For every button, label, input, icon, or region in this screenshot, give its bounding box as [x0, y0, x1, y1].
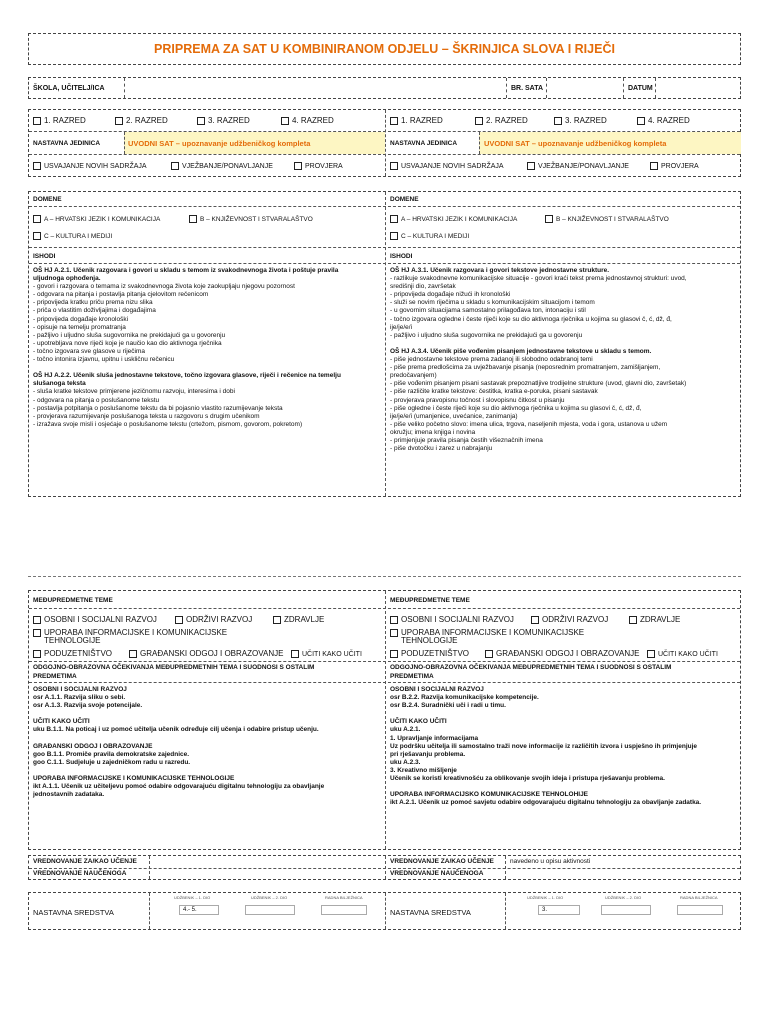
- date-field[interactable]: [656, 78, 740, 98]
- expect-left-line: uku B.1.1. Na poticaj i uz pomoć učitelja učenik određuje cilj učenja i odabire pristup učenju.: [33, 726, 319, 734]
- expect-left-line: osr A.1.1. Razvija sliku o sebi.: [33, 694, 126, 702]
- outcomes-right-line: - piše veliko početno slovo: imena ulica, trgova, naseljenih mjesta, voda i gora, ustanova u užem: [390, 420, 668, 428]
- checkbox-icon: [390, 616, 398, 624]
- expect-right-line: 1. Upravljanje informacijama: [390, 734, 479, 742]
- grade-4-left[interactable]: 4. RAZRED: [281, 116, 334, 125]
- resources-label-right: NASTAVNA SREDSTVA: [390, 908, 471, 917]
- checkbox-icon: [390, 215, 398, 223]
- expectations-left: [33, 686, 381, 799]
- outcomes-left-line: - postavlja potpitanja o poslušanome tekstu da bi pojasnio vlastito razumijevanje teksta: [33, 404, 283, 412]
- outcomes-left-line: - pripovijeda kratku priču prema nizu slika: [33, 299, 153, 307]
- title-box: [28, 33, 741, 65]
- res-col-2-right: UDŽBENIK – 2. DIO: [605, 895, 642, 900]
- outcomes-right-line: - piše ogledne i česte riječi koje su dio aktivnoga rječnika u kojima su glasovi č, ć, dž, đ,: [390, 404, 642, 412]
- expect-left-line: OSOBNI I SOCIJALNI RAZVOJ: [33, 686, 127, 693]
- checkbox-icon: [637, 117, 645, 125]
- checkbox-icon: [390, 162, 398, 170]
- checkbox-icon: [390, 117, 398, 125]
- outcomes-left-line: slušanoga teksta: [33, 380, 86, 388]
- res-col-3-right: RADNA BILJEŽNICA: [680, 895, 718, 900]
- outcomes-right-line: - piše prema predlošcima za uvježbavanje pisanja (neposrednim promatranjem, zamišljanjem,: [390, 364, 661, 372]
- checkbox-icon: [33, 650, 41, 658]
- eval-of-label-left: VREDNOVANJE NAUČENOGA: [33, 870, 127, 877]
- page-separator: [28, 576, 741, 577]
- expect-left-line: goo C.1.1. Sudjeluje u zajedničkom radu u razredu.: [33, 758, 191, 766]
- domain-a-right[interactable]: A – HRVATSKI JEZIK I KOMUNIKACIJA: [390, 215, 517, 223]
- outcomes-right-line: - u govornim situacijama samostalno prilagođava ton, intonaciju i stil: [390, 307, 586, 315]
- checkbox-icon: [273, 616, 281, 624]
- checkbox-icon: [390, 629, 398, 637]
- checkbox-icon: [281, 117, 289, 125]
- resources-box: [28, 892, 741, 930]
- outcomes-left-line: - točno intonira izjavnu, upitnu i uskličnu rečenicu: [33, 356, 175, 364]
- checkbox-icon: [291, 650, 299, 658]
- checkbox-icon: [531, 616, 539, 624]
- outcomes-left-line: [33, 364, 381, 372]
- outcomes-right-line: okružju; imena knjiga i novina: [390, 428, 476, 436]
- domain-b-right[interactable]: B – KNJIŽEVNOST I STVARALAŠTVO: [545, 215, 669, 223]
- outcomes-left-line: - provjerava razumijevanje poslušanoga teksta u razgovoru s drugim učenikom: [33, 412, 260, 420]
- outcomes-right-line: - služi se novim riječima u skladu s komunikacijskim situacijom i temom: [390, 299, 595, 307]
- outcomes-left-line: - odgovara na pitanja i postavlja pitanja cjelovitom rečenicom: [33, 291, 209, 299]
- expect-right-line: pri rješavanju problema.: [390, 750, 466, 758]
- outcomes-list-right: [390, 267, 738, 453]
- domain-a-left[interactable]: A – HRVATSKI JEZIK I KOMUNIKACIJA: [33, 215, 160, 223]
- grade-3-right[interactable]: 3. RAZRED: [554, 116, 607, 125]
- outcomes-right-line: - pripovijeda događaje nižući ih kronološki: [390, 291, 511, 299]
- page-title: PRIPREMA ZA SAT U KOMBINIRANOM ODJELU – ŠKRINJICA SLOVA I RIJEČI: [154, 42, 615, 56]
- checkbox-icon: [33, 215, 41, 223]
- expect-left-line: [33, 767, 381, 775]
- topic-ict-left-line2: TEHNOLOGIJE: [44, 636, 101, 645]
- outcomes-right-line: OŠ HJ A.3.4. Učenik piše vođenim pisanjem jednostavne tekstove u skladu s temom.: [390, 347, 652, 355]
- topic-health-right[interactable]: ZDRAVLJE: [629, 615, 680, 624]
- grade-2-left[interactable]: 2. RAZRED: [115, 116, 168, 125]
- expect-label-right-1: ODGOJNO-OBRAZOVNA OČEKIVANJA MEĐUPREDMETNIH TEMA I SUODNOSI S OSTALIM: [390, 664, 672, 671]
- expectations-right: [390, 686, 738, 807]
- expect-right-line: OSOBNI I SOCIJALNI RAZVOJ: [390, 686, 484, 693]
- domain-c-left[interactable]: C – KULTURA I MEDIJI: [33, 232, 112, 240]
- res-col-3-left: RADNA BILJEŽNICA: [325, 895, 363, 900]
- checkbox-icon: [33, 629, 41, 637]
- outcomes-left-line: OŠ HJ A.2.1. Učenik razgovara i govori u skladu s temom iz svakodnevnoga života i poštuje pravila: [33, 267, 339, 274]
- checkbox-icon: [115, 117, 123, 125]
- outcomes-left-line: - pripovijeda događaje kronološki: [33, 315, 129, 323]
- checkbox-icon: [629, 616, 637, 624]
- checkbox-icon: [33, 117, 41, 125]
- topic-learning-left[interactable]: UČITI KAKO UČITI: [291, 650, 362, 658]
- outcomes-right-line: ije/je/e/i: [390, 323, 413, 331]
- expect-left-line: jednostavnih zadataka.: [33, 791, 105, 799]
- outcomes-left-line: - priča o vlastitim doživljajima i događajima: [33, 307, 156, 315]
- expect-right-line: UČITI KAKO UČITI: [390, 718, 447, 726]
- eval-of-field-right[interactable]: [506, 869, 740, 880]
- expect-left-line: [33, 735, 381, 743]
- grade-3-left[interactable]: 3. RAZRED: [197, 116, 250, 125]
- date-label: DATUM: [628, 85, 653, 92]
- eval-for-value-right[interactable]: navedeno u opisu aktivnosti: [510, 858, 591, 865]
- grade-1-left[interactable]: 1. RAZRED: [33, 116, 86, 125]
- checkbox-icon: [33, 232, 41, 240]
- outcomes-left-line: - upotrebljava nove riječi koje je naučio kao dio aktivnoga rječnika: [33, 339, 222, 347]
- school-field[interactable]: [125, 78, 505, 98]
- outcomes-right-line: središnji dio, završetak: [390, 283, 456, 291]
- expect-right-line: 3. Kreativno mišljenje: [390, 766, 457, 774]
- expect-left-line: UČITI KAKO UČITI: [33, 718, 90, 726]
- unit-label-right: NASTAVNA JEDINICA: [390, 140, 458, 147]
- outcomes-left-line: - opisuje na temelju promatranja: [33, 323, 126, 331]
- checkbox-icon: [33, 616, 41, 624]
- expect-label-right-2: PREDMETIMA: [390, 673, 434, 680]
- lesson-type-practice-right[interactable]: VJEŽBANJE/PONAVLJANJE: [527, 162, 629, 170]
- outcomes-right-line: - piše vođenim pisanjem pisani sastavak prepoznatljive trodijelne strukture (uvod, glavni dio, završetak): [390, 380, 687, 388]
- expect-right-line: Učenik se koristi kreativnošću za oblikovanje svojih ideja i pristupa rješavanju problema.: [390, 775, 665, 783]
- cross-label-left: MEĐUPREDMETNE TEME: [33, 597, 113, 604]
- cross-box: [28, 590, 741, 850]
- outcomes-right-line: - primjenjuje pravila pisanja čestih višeznačnih imena: [390, 436, 543, 444]
- expect-label-left-1: ODGOJNO-OBRAZOVNA OČEKIVANJA MEĐUPREDMETNIH TEMA I SUODNOSI S OSTALIM: [33, 664, 315, 671]
- outcomes-left-line: - izražava svoje misli i osjećaje o poslušanome tekstu (crtežom, pismom, govorom, pokretom): [33, 420, 303, 428]
- outcomes-right-line: - pažljivo i uljudno sluša sugovornika ne prekidajući ga u govorenju: [390, 331, 583, 339]
- lesson-type-check-left[interactable]: PROVJERA: [294, 162, 343, 170]
- outcomes-right-line: - piše dvotočku i zarez u nabrajanju: [390, 445, 493, 453]
- domain-c-right[interactable]: C – KULTURA I MEDIJI: [390, 232, 469, 240]
- res-col-2-left: UDŽBENIK – 2. DIO: [251, 895, 288, 900]
- res-col-1-right: UDŽBENIK – 1. DIO: [527, 895, 564, 900]
- unit-box: [28, 109, 741, 177]
- topic-personal-left[interactable]: OSOBNI I SOCIJALNI RAZVOJ: [33, 615, 157, 624]
- topic-personal-right[interactable]: OSOBNI I SOCIJALNI RAZVOJ: [390, 615, 514, 624]
- topic-entrepreneurship-right[interactable]: PODUZETNIŠTVO: [390, 649, 469, 658]
- checkbox-icon: [390, 232, 398, 240]
- outcomes-right-line: - provjerava pravopisnu točnost i slovopisnu čitkost u pisanju: [390, 396, 565, 404]
- checkbox-icon: [650, 162, 658, 170]
- expect-left-line: osr A.1.3. Razvija svoje potencijale.: [33, 702, 143, 710]
- checkbox-icon: [129, 650, 137, 658]
- outcomes-right-line: OŠ HJ A.3.1. Učenik razgovara i govori tekstove jednostavne strukture.: [390, 267, 610, 274]
- lesson-type-check-right[interactable]: PROVJERA: [650, 162, 699, 170]
- topic-health-left[interactable]: ZDRAVLJE: [273, 615, 324, 624]
- expect-left-line: UPORABA INFORMACIJSKE I KOMUNIKACIJSKE TEHNOLOGIJE: [33, 775, 235, 783]
- topic-ict-right-line2: TEHNOLOGIJE: [401, 636, 458, 645]
- outcomes-left-line: - točno izgovara sve glasove u riječima: [33, 347, 145, 355]
- outcomes-right-line: predočavanjem): [390, 372, 437, 380]
- unit-value-left: UVODNI SAT – upoznavanje udžbeničkog kompleta: [128, 139, 311, 148]
- eval-for-label-left: VREDNOVANJE ZA/KAO UČENJE: [33, 858, 137, 865]
- checkbox-icon: [485, 650, 493, 658]
- cross-label-right: MEĐUPREDMETNE TEME: [390, 597, 470, 604]
- outcomes-label-right: ISHODI: [390, 253, 413, 260]
- topic-ict-right[interactable]: UPORABA INFORMACIJSKE I KOMUNIKACIJSKE: [390, 628, 584, 637]
- checkbox-icon: [294, 162, 302, 170]
- outcomes-right-line: ije/je/e/i (umanjenice, uvećanice, zanimanja): [390, 412, 518, 420]
- res-input-3-left[interactable]: [321, 905, 367, 915]
- expect-right-line: Uz podršku učitelja ili samostalno traži nove informacije iz različitih izvora i uspješno ih primjenjuje: [390, 742, 698, 750]
- eval-for-field-left[interactable]: [150, 856, 384, 868]
- res-input-3-right[interactable]: [677, 905, 723, 915]
- grade-4-right[interactable]: 4. RAZRED: [637, 116, 690, 125]
- unit-label-left: NASTAVNA JEDINICA: [33, 140, 101, 147]
- class-no-label: BR. SATA: [511, 85, 544, 92]
- topic-sustainable-right[interactable]: ODRŽIVI RAZVOJ: [531, 615, 608, 624]
- checkbox-icon: [33, 162, 41, 170]
- checkbox-icon: [545, 215, 553, 223]
- expect-right-line: [390, 783, 738, 791]
- outcomes-left-line: uljudnoga ophođenja.: [33, 275, 101, 283]
- grade-1-right[interactable]: 1. RAZRED: [390, 116, 443, 125]
- domains-label-left: DOMENE: [33, 196, 62, 203]
- outcomes-left-line: - govori i razgovara o temama iz svakodnevnoga života koje zaokupljaju njegovu pozornost: [33, 283, 295, 291]
- domains-label-right: DOMENE: [390, 196, 419, 203]
- outcomes-right-line: - piše različite kratke tekstove: čestitka, kratka e-poruka, pisani sastavak: [390, 388, 598, 396]
- outcomes-right-line: - piše jednostavne tekstove prema zadanoj ili slobodno odabranoj temi: [390, 356, 593, 364]
- school-label: ŠKOLA, UČITELJ/ICA: [33, 85, 105, 92]
- expect-label-left-2: PREDMETIMA: [33, 673, 77, 680]
- eval-for-label-right: VREDNOVANJE ZA/KAO UČENJE: [390, 858, 494, 865]
- topic-ict-left[interactable]: UPORABA INFORMACIJSKE I KOMUNIKACIJSKE: [33, 628, 227, 637]
- topic-civic-left[interactable]: GRAĐANSKI ODGOJ I OBRAZOVANJE: [129, 649, 283, 658]
- checkbox-icon: [175, 616, 183, 624]
- outcomes-left-line: - sluša kratke tekstove primjerene jezičnomu razvoju, interesima i dobi: [33, 388, 235, 396]
- expect-right-line: uku A.2.1.: [390, 726, 421, 734]
- outcomes-left-line: OŠ HJ A.2.2. Učenik sluša jednostavne tekstove, točno izgovara glasove, riječi i rečenice na temelju: [33, 372, 341, 380]
- eval-of-field-left[interactable]: [150, 869, 384, 880]
- outcomes-label-left: ISHODI: [33, 253, 56, 260]
- class-no-field[interactable]: [547, 78, 622, 98]
- res-input-2-left[interactable]: [245, 905, 295, 915]
- res-input-1-left[interactable]: 4.- 5.: [179, 905, 219, 915]
- checkbox-icon: [527, 162, 535, 170]
- checkbox-icon: [171, 162, 179, 170]
- expect-right-line: osr B.2.4. Suradnički uči i radi u timu.: [390, 702, 506, 710]
- evaluation-box: [28, 855, 741, 880]
- expect-right-line: uku A.2.3.: [390, 758, 421, 766]
- unit-value-right: UVODNI SAT – upoznavanje udžbeničkog kompleta: [484, 139, 667, 148]
- grade-2-right[interactable]: 2. RAZRED: [475, 116, 528, 125]
- expect-left-line: ikt A.1.1. Učenik uz učiteljevu pomoć odabire odgovarajuću digitalnu tehnologiju za obavljanje: [33, 783, 325, 791]
- outcomes-right-line: - razlikuje svakodnevne komunikacijske situacije - govori kraći tekst prema jednostavnoj strukturi: uvod,: [390, 275, 687, 283]
- eval-of-label-right: VREDNOVANJE NAUČENOGA: [390, 870, 484, 877]
- checkbox-icon: [197, 117, 205, 125]
- checkbox-icon: [647, 650, 655, 658]
- lesson-type-new-right[interactable]: USVAJANJE NOVIH SADRŽAJA: [390, 162, 504, 170]
- checkbox-icon: [554, 117, 562, 125]
- topic-sustainable-left[interactable]: ODRŽIVI RAZVOJ: [175, 615, 252, 624]
- expect-left-line: goo B.1.1. Promiče pravila demokratske zajednice.: [33, 750, 190, 758]
- expect-left-line: GRAĐANSKI ODGOJ I OBRAZOVANJE: [33, 742, 153, 750]
- outcomes-left-line: - pažljivo i uljudno sluša sugovornika ne prekidajući ga u govorenju: [33, 331, 226, 339]
- expect-right-line: ikt A.2.1. Učenik uz pomoć savjetu odabire odgovarajuću digitalnu tehnologiju za obavljanje zadatka.: [390, 799, 702, 807]
- checkbox-icon: [189, 215, 197, 223]
- topic-entrepreneurship-left[interactable]: PODUZETNIŠTVO: [33, 649, 112, 658]
- checkbox-icon: [475, 117, 483, 125]
- topic-civic-right[interactable]: GRAĐANSKI ODGOJ I OBRAZOVANJE: [485, 649, 639, 658]
- outcomes-right-line: - točno izgovara ogledne i česte riječi koje su dio aktivnoga rječnika u kojima su glasovi č, ć, dž, đ,: [390, 315, 672, 323]
- domain-b-left[interactable]: B – KNJIŽEVNOST I STVARALAŠTVO: [189, 215, 313, 223]
- lesson-type-new-left[interactable]: USVAJANJE NOVIH SADRŽAJA: [33, 162, 147, 170]
- domains-box: [28, 191, 741, 497]
- expect-right-line: UPORABA INFORMACIJSKO KOMUNIKACIJSKE TEHNOLOHIJE: [390, 791, 589, 799]
- res-col-1-left: UDŽBENIK – 1. DIO: [174, 895, 211, 900]
- outcomes-right-line: [390, 340, 738, 348]
- res-input-2-right[interactable]: [601, 905, 651, 915]
- topic-learning-right[interactable]: UČITI KAKO UČITI: [647, 650, 718, 658]
- resources-label-left: NASTAVNA SREDSTVA: [33, 908, 114, 917]
- header-row: [28, 77, 741, 99]
- res-input-1-right[interactable]: 3.: [538, 905, 580, 915]
- outcomes-list-left: [33, 267, 381, 429]
- outcomes-left-line: - odgovara na pitanja o poslušanome tekstu: [33, 396, 160, 404]
- lesson-type-practice-left[interactable]: VJEŽBANJE/PONAVLJANJE: [171, 162, 273, 170]
- checkbox-icon: [390, 650, 398, 658]
- expect-right-line: osr B.2.2. Razvija komunikacijske kompetencije.: [390, 694, 539, 702]
